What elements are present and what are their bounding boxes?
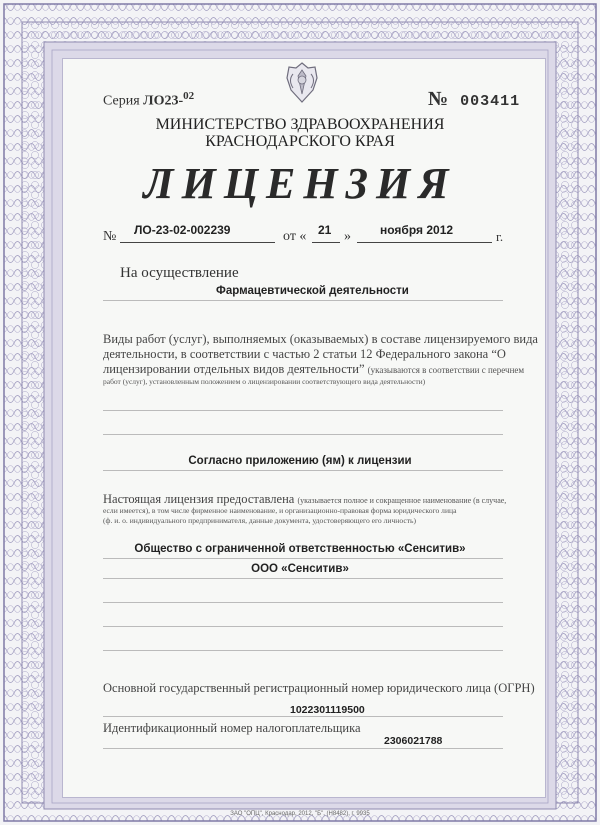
org-full-name: Общество с ограниченной ответственностью «Сенситив» <box>134 543 466 555</box>
series-sup: 02 <box>183 90 195 102</box>
activity-value: Фармацевтической деятельности <box>216 285 409 297</box>
printer-footer: ЗАО "ОПЦ", Краснодар, 2012, "Б", (Н8482), г. 9935 <box>230 811 370 817</box>
granted-small1: (указывается полное и сокращенное наименование (в случае, <box>297 496 507 505</box>
ministry-line2: КРАСНОДАРСКОГО КРАЯ <box>205 133 395 150</box>
org-short-name: ООО «Сенситив» <box>251 563 349 575</box>
ministry-line1: МИНИСТЕРСТВО ЗДРАВООХРАНЕНИЯ <box>155 116 445 133</box>
license-title: ЛИЦЕНЗИЯ <box>143 159 457 208</box>
reg-number-sign: № <box>103 229 117 244</box>
granted-small2: если имеется), в том числе фирменное наименование, и организационно-правовая форма юридического лица <box>103 506 457 515</box>
blank-number: 003411 <box>460 93 521 110</box>
series-label: Серия <box>103 93 140 109</box>
granted-main: Настоящая лицензия предоставлена <box>103 492 295 506</box>
works-line1: Виды работ (услуг), выполняемых (оказываемых) в составе лицензируемого вида <box>103 332 538 346</box>
reg-close-quote: » <box>344 229 351 244</box>
activity-label: На осуществление <box>120 265 239 281</box>
ogrn-value: 1022301119500 <box>290 704 365 716</box>
works-line3-small: (указываются в соответствии с перечнем <box>367 365 525 375</box>
reg-month-year: ноября 2012 <box>380 223 454 237</box>
reg-year-suffix: г. <box>496 229 504 244</box>
coat-of-arms-emblem <box>282 60 322 106</box>
inn-value: 2306021788 <box>384 735 443 747</box>
number-sign: № <box>428 88 449 110</box>
series-value: ЛО23- <box>143 93 184 109</box>
works-line3-main: лицензировании отдельных видов деятельности” <box>103 362 365 376</box>
inn-label: Идентификационный номер налогоплательщика <box>103 721 361 735</box>
appendix-reference: Согласно приложению (ям) к лицензии <box>188 455 412 467</box>
works-line2: деятельности, в соответствии с частью 2 статьи 12 Федерального закона “О <box>103 347 506 361</box>
reg-number: ЛО-23-02-002239 <box>134 223 231 237</box>
reg-from: от « <box>283 229 307 244</box>
reg-day: 21 <box>318 223 332 237</box>
ogrn-label: Основной государственный регистрационный номер юридического лица (ОГРН) <box>103 681 535 695</box>
works-line4-small: работ (услуг), установленным положением о лицензировании соответствующего вида деятельности) <box>103 377 426 386</box>
granted-small3: (ф. и. о. индивидуального предпринимателя, данные документа, удостоверяющего его личность) <box>103 516 417 525</box>
